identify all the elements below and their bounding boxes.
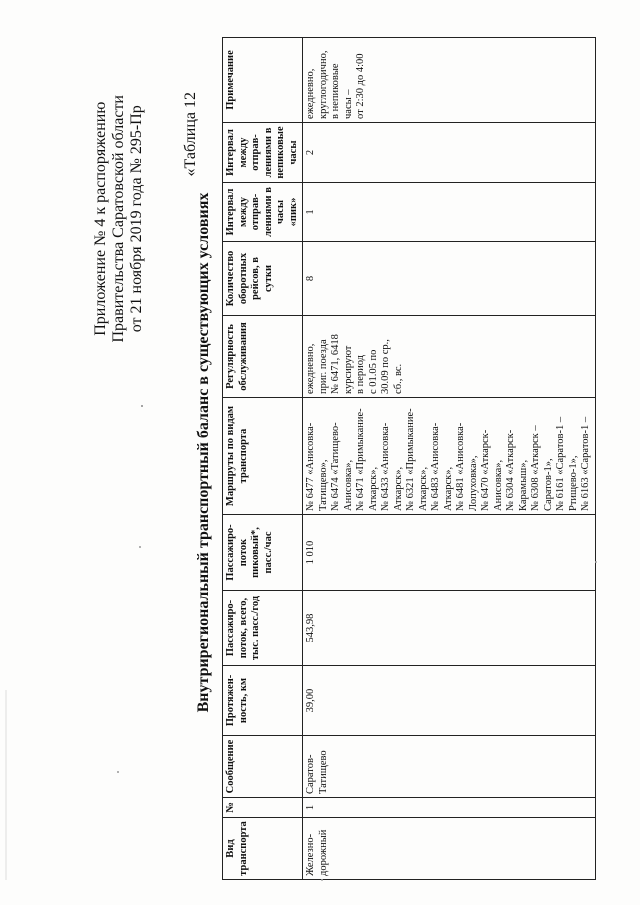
route-line: № 6483 «Анисовка-Аткарск», <box>430 422 454 511</box>
cell-transport-type: Железно-дорожный <box>303 818 596 880</box>
col-header-routes: Маршруты по видам транспорта <box>223 398 303 515</box>
regularity-line: № 6471, 6418 <box>330 334 341 394</box>
route-line: № 6471 «Примыкание-Аткарск», <box>355 408 379 511</box>
route-line: № 6481 «Анисовка-Лопуховка», <box>455 422 479 511</box>
document-title: Внутрирегиональный транспортный баланс в существующих условиях <box>195 192 212 713</box>
col-header-flow-total: Пассажиро-поток, всего, тыс. пасс./год <box>223 591 303 666</box>
note-line: часы – <box>342 89 354 119</box>
col-header-length: Протяжен-ность, км <box>223 666 303 736</box>
col-header-transport-type: Вид транспорта <box>223 818 303 880</box>
cell-regularity <box>303 316 596 398</box>
col-header-regularity: Регулярность обслуживания <box>223 316 303 398</box>
col-header-note: Примечание <box>223 38 303 123</box>
cell-routes <box>303 398 596 515</box>
header-line-1: Приложение № 4 к распоряжению <box>92 101 109 336</box>
route-line: № 6161 «Саратов-1 – Ртищево-1», <box>555 416 579 511</box>
note-line: ежедневно, <box>305 68 316 119</box>
route-line: № 6474 «Татищево-Анисовка», <box>330 422 354 511</box>
regularity-line: курсируют <box>342 345 354 394</box>
col-header-interval-peak: Интервал между отправ-лениями в часы «пик» <box>223 183 303 242</box>
regularity-line: приг. поезда <box>317 339 329 394</box>
col-header-connection: Сообщение <box>223 736 303 798</box>
cell-note <box>303 38 596 123</box>
route-line: № 6477 «Анисовка-Татищево», <box>305 422 329 511</box>
route-line: № 6433 «Анисовка-Аткарск», <box>380 422 404 511</box>
cell-interval-offpeak: 2 <box>303 123 596 183</box>
regularity-line: с 01.05 по <box>367 349 379 394</box>
route-line: № 6308 «Аткарск – Саратов-1», <box>530 425 554 511</box>
header-line-2: Правительства Саратовской области <box>110 95 127 343</box>
header-line-3: от 21 ноября 2019 года № 295-Пр <box>128 105 145 333</box>
note-line: в непиковые <box>330 63 341 119</box>
balance-table <box>222 37 596 880</box>
col-header-trips: Количество оборотных рейсов, в сутки <box>223 242 303 316</box>
table-row <box>303 38 596 880</box>
table-number: «Таблица 12 <box>182 92 199 177</box>
regularity-line: сб., вс. <box>392 363 404 394</box>
note-line: круглогодично, <box>317 50 329 119</box>
cell-flow-total: 543,98 <box>303 591 596 666</box>
route-line: № 6163 «Саратов-1 – <box>580 416 591 511</box>
regularity-line: 30.09 по ср., <box>380 339 391 394</box>
cell-connection: Саратов-Татищево <box>303 736 596 798</box>
appendix-header <box>92 95 146 343</box>
table-header-row <box>223 38 303 880</box>
col-header-number: № <box>223 798 303 818</box>
note-line: от 2:30 до 4:00 <box>355 53 366 119</box>
regularity-line: в период <box>355 354 366 394</box>
cell-number: 1 <box>303 798 596 818</box>
cell-length: 39,00 <box>303 666 596 736</box>
route-line: № 6304 «Аткарск-Карамыш», <box>505 429 529 511</box>
cell-flow-peak: 1 010 <box>303 515 596 591</box>
route-line: № 6321 «Примыкание-Аткарск», <box>405 408 429 511</box>
cell-interval-peak: 1 <box>303 183 596 242</box>
route-line: № 6470 «Аткарск-Анисовка», <box>480 429 504 511</box>
col-header-interval-offpeak: Интервал между отправ-лениями в непиковые часы <box>223 123 303 183</box>
cell-trips: 8 <box>303 242 596 316</box>
regularity-line: ежедневно, <box>305 343 316 394</box>
col-header-flow-peak: Пассажиро-поток пиковый*, пасс./час <box>223 515 303 591</box>
